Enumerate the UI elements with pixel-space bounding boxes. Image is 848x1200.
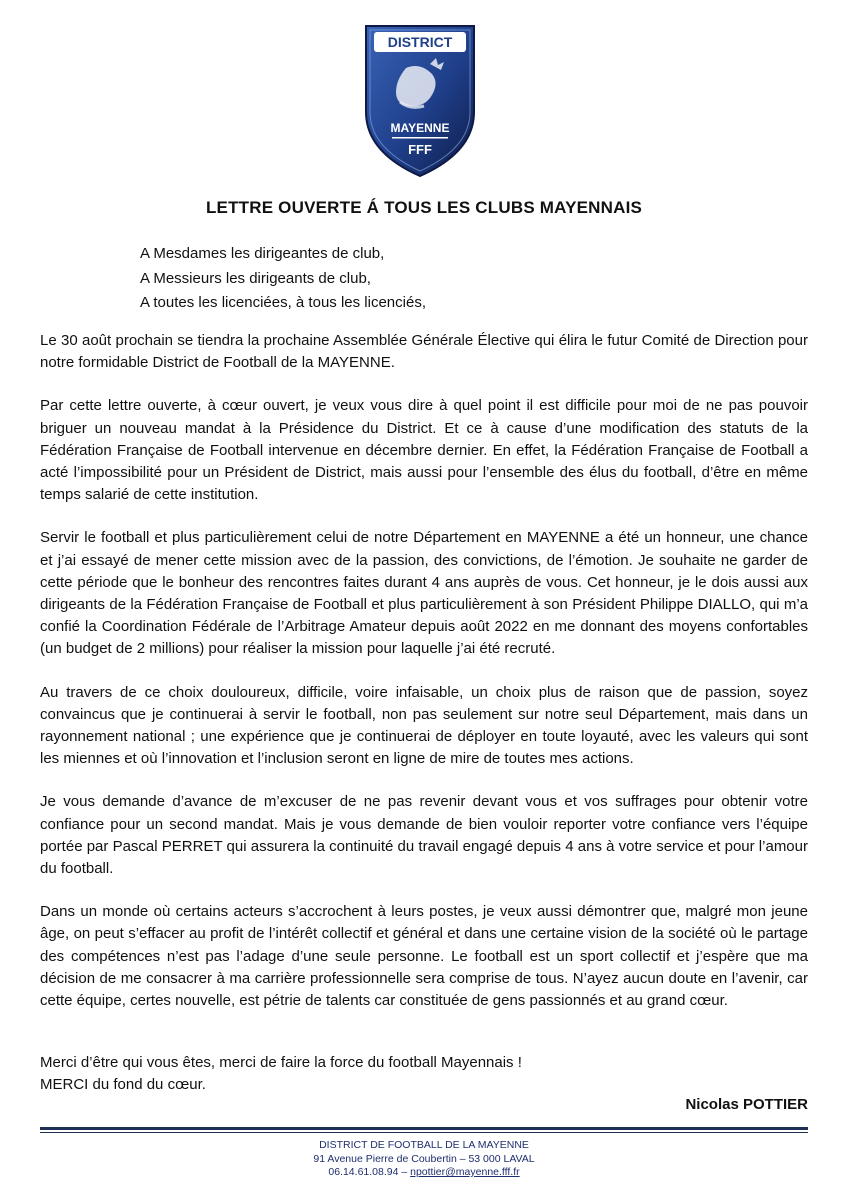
footer-address: 91 Avenue Pierre de Coubertin – 53 000 LAVAL xyxy=(313,1152,535,1165)
footer-organization: DISTRICT DE FOOTBALL DE LA MAYENNE xyxy=(319,1139,529,1151)
footer-email-link[interactable]: npottier@mayenne.fff.fr xyxy=(410,1166,520,1178)
logo-top-text: DISTRICT xyxy=(387,34,453,50)
closing-line: Merci d’être qui vous êtes, merci de faire la force du football Mayennais ! xyxy=(40,1054,522,1071)
footer xyxy=(0,1139,848,1180)
footer-divider-thin xyxy=(40,1132,808,1133)
paragraph: Je vous demande d’avance de m’excuser de ne pas revenir devant vous et vos suffrages pour obtenir votre confiance pour un second mandat. Mais je vous demande de bien vouloir reporter votre confiance vers l’équipe portée par Pascal PERRET qui assurera la continuité du travail engagé depuis 4 ans à votre service et pour l’amour du football. xyxy=(40,793,808,878)
footer-phone: 06.14.61.08.94 – xyxy=(328,1166,408,1178)
footer-contact xyxy=(0,1166,848,1180)
letter-body xyxy=(40,330,808,1033)
letter-title: LETTRE OUVERTE Á TOUS LES CLUBS MAYENNAIS xyxy=(205,198,643,217)
salutation-line: A toutes les licenciées, à tous les licenciés, xyxy=(140,294,426,311)
salutations xyxy=(140,242,426,316)
salutation-line: A Mesdames les dirigeantes de club, xyxy=(140,245,385,262)
paragraph: Le 30 août prochain se tiendra la prochaine Assemblée Générale Élective qui élira le futur Comité de Direction pour notre formidable District de Football de la MAYENNE. xyxy=(40,332,808,372)
logo-federation-text: FFF xyxy=(408,142,432,157)
district-mayenne-logo xyxy=(360,20,480,180)
salutation-line: A Messieurs les dirigeants de club, xyxy=(140,269,371,287)
logo-region-text: MAYENNE xyxy=(390,121,450,135)
paragraph: Servir le football et plus particulièrement celui de notre Département en MAYENNE a été un honneur, une chance et j’ai essayé de mener cette mission avec de la passion, des convictions, de l’émotion. Je souhaite ne garder de cette période que le bonheur des rencontres faites durant 4 ans auprès de vous. Cet honneur, je le dois aussi aux dirigeants de la Fédération Française de Football et plus particulièrement à son Président Philippe DIALLO, qui m’a confié la Coordination Fédérale de l’Arbitrage Amateur depuis août 2022 en me donnant des moyens confortables (un budget de 2 millions) pour réaliser la mission pour laquelle j’ai été recruté. xyxy=(40,529,808,658)
footer-divider xyxy=(40,1127,808,1130)
paragraph: Au travers de ce choix douloureux, difficile, voire infaisable, un choix plus de raison que de passion, soyez convaincus que je continuerai à servir le football, non pas seulement sur notre seul Département, mais dans un rayonnement national ; une expérience que je continuerai de déployer en toute loyauté, avec les valeurs qui sont les miennes et où l’innovation et l’inclusion seront en ligne de mire de toutes mes actions. xyxy=(40,683,808,768)
closing-line: MERCI du fond du cœur. xyxy=(40,1076,206,1093)
closing xyxy=(40,1052,522,1096)
paragraph: Par cette lettre ouverte, à cœur ouvert, je veux vous dire à quel point il est difficile pour moi de ne pas pouvoir briguer un nouveau mandat à la Présidence du District. Et ce à cause d’une modification des statuts de la Fédération Française de Football intervenue en décembre dernier. En effet, la Fédération Française de Football a acté l’impossibilité pour un Président de District, mais aussi pour l’ensemble des élus du football, d’être en même temps salarié de cette institution. xyxy=(40,397,808,504)
signature: Nicolas POTTIER xyxy=(685,1096,808,1113)
paragraph: Dans un monde où certains acteurs s’accrochent à leurs postes, je veux aussi démontrer que, malgré mon jeune âge, on peut s’effacer au profit de l’intérêt collectif et général et dans une certaine vision de la société où le partage des compétences n’est pas l’adage d’une seule personne. Le football est un sport collectif et j’espère que ma décision de me consacrer à ma carrière professionnelle sera comprise de tous. N’ayez aucun doute en l’avenir, car cette équipe, certes nouvelle, est pétrie de talents car constituée de gens passionnés et au grand cœur. xyxy=(40,903,808,1010)
